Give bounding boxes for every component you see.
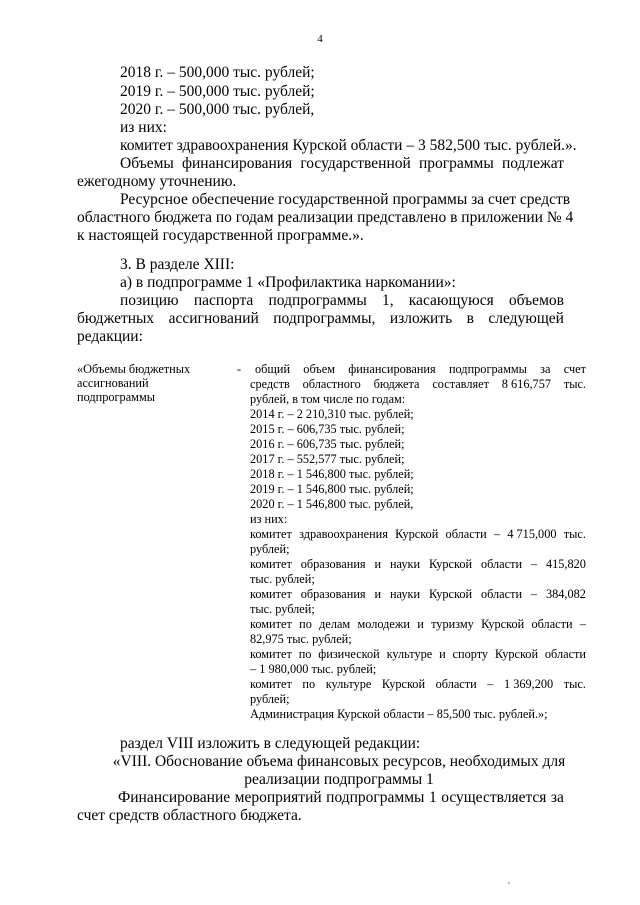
budget-committee-education-1-cont: тыс. рублей;	[250, 572, 315, 586]
section3-intro-line1: позицию паспорта подпрограммы 1, касающуюся объемов	[120, 292, 564, 309]
budget-year-2016: 2016 г. – 606,735 тыс. рублей;	[250, 437, 405, 451]
resource-paragraph-line1: Ресурсное обеспечение государственной программы за счет средств	[120, 191, 571, 208]
budget-administration: Администрация Курской области – 85,500 тыс. рублей.»;	[250, 707, 548, 721]
budget-committee-sport-cont: – 1 980,000 тыс. рублей;	[250, 662, 377, 676]
budget-year-2017: 2017 г. – 552,577 тыс. рублей;	[250, 452, 405, 466]
budget-by-years: рублей, в том числе по годам:	[250, 392, 406, 406]
resource-paragraph-line3: к настоящей государственной программе.».	[77, 227, 364, 244]
budget-committee-culture: комитет по культуре Курской области – 1 369,200 тыс.	[250, 677, 586, 691]
budget-committee-youth-cont: 82,975 тыс. рублей;	[250, 632, 352, 646]
of-them-line: из них:	[120, 119, 167, 136]
budget-committee-education-2-cont: тыс. рублей;	[250, 602, 315, 616]
budget-label-line1: «Объемы бюджетных	[77, 362, 191, 376]
section8-body-line1: Финансирование мероприятий подпрограммы 1 осуществляется за	[118, 789, 564, 806]
budget-committee-health: комитет здравоохранения Курской области – 4 715,000 тыс.	[250, 527, 586, 541]
page-number: 4	[317, 33, 323, 45]
section3-heading: 3. В разделе XIII:	[120, 256, 235, 273]
resource-paragraph-line2: областного бюджета по годам реализации представлено в приложении № 4	[77, 209, 574, 226]
budget-committee-culture-cont: рублей;	[250, 692, 290, 706]
budget-year-2014: 2014 г. – 2 210,310 тыс. рублей;	[250, 407, 414, 421]
budget-total-line1: общий объем финансирования подпрограммы за счет	[255, 362, 586, 376]
year-line-2019: 2019 г. – 500,000 тыс. рублей;	[120, 83, 315, 100]
committee-health-line: комитет здравоохранения Курской области – 3 582,500 тыс. рублей.».	[120, 137, 577, 154]
budget-year-2015: 2015 г. – 606,735 тыс. рублей;	[250, 422, 405, 436]
section8-body-line2: счет средств областного бюджета.	[77, 807, 302, 824]
section8-title-line2: реализации подпрограммы 1	[244, 771, 434, 788]
year-line-2020: 2020 г. – 500,000 тыс. рублей,	[120, 101, 315, 118]
funding-paragraph-line1: Объемы финансирования государственной программы подлежат	[120, 155, 564, 172]
budget-label-line3: подпрограммы	[77, 390, 155, 404]
year-line-2018: 2018 г. – 500,000 тыс. рублей;	[120, 64, 315, 81]
funding-paragraph-line2: ежегодному уточнению.	[77, 173, 237, 190]
budget-year-2020: 2020 г. – 1 546,800 тыс. рублей,	[250, 497, 414, 511]
section8-title-line1: «VIII. Обоснование объема финансовых ресурсов, необходимых для	[112, 753, 566, 770]
budget-year-2018: 2018 г. – 1 546,800 тыс. рублей;	[250, 467, 414, 481]
budget-committee-health-cont: рублей;	[250, 542, 290, 556]
section3-intro-line2: бюджетных ассигнований подпрограммы, изложить в следующей	[77, 310, 564, 327]
budget-label-line2: ассигнований	[77, 376, 149, 390]
budget-year-2019: 2019 г. – 1 546,800 тыс. рублей;	[250, 482, 414, 496]
section3-subpoint-a: а) в подпрограмме 1 «Профилактика наркомании»:	[120, 274, 456, 291]
budget-total-line2: средств областного бюджета составляет 8 616,757 тыс.	[250, 377, 586, 391]
scan-speck	[508, 882, 510, 884]
budget-committee-education-1: комитет образования и науки Курской области – 415,820	[250, 557, 586, 571]
budget-committee-youth: комитет по делам молодежи и туризму Курской области –	[250, 617, 586, 631]
budget-committee-sport: комитет по физической культуре и спорту Курской области	[250, 647, 586, 661]
section8-intro: раздел VIII изложить в следующей редакции:	[120, 735, 421, 752]
budget-of-them: из них:	[250, 512, 288, 526]
budget-dash: -	[237, 362, 242, 376]
section3-intro-line3: редакции:	[77, 328, 143, 345]
budget-committee-education-2: комитет образования и науки Курской области – 384,082	[250, 587, 586, 601]
